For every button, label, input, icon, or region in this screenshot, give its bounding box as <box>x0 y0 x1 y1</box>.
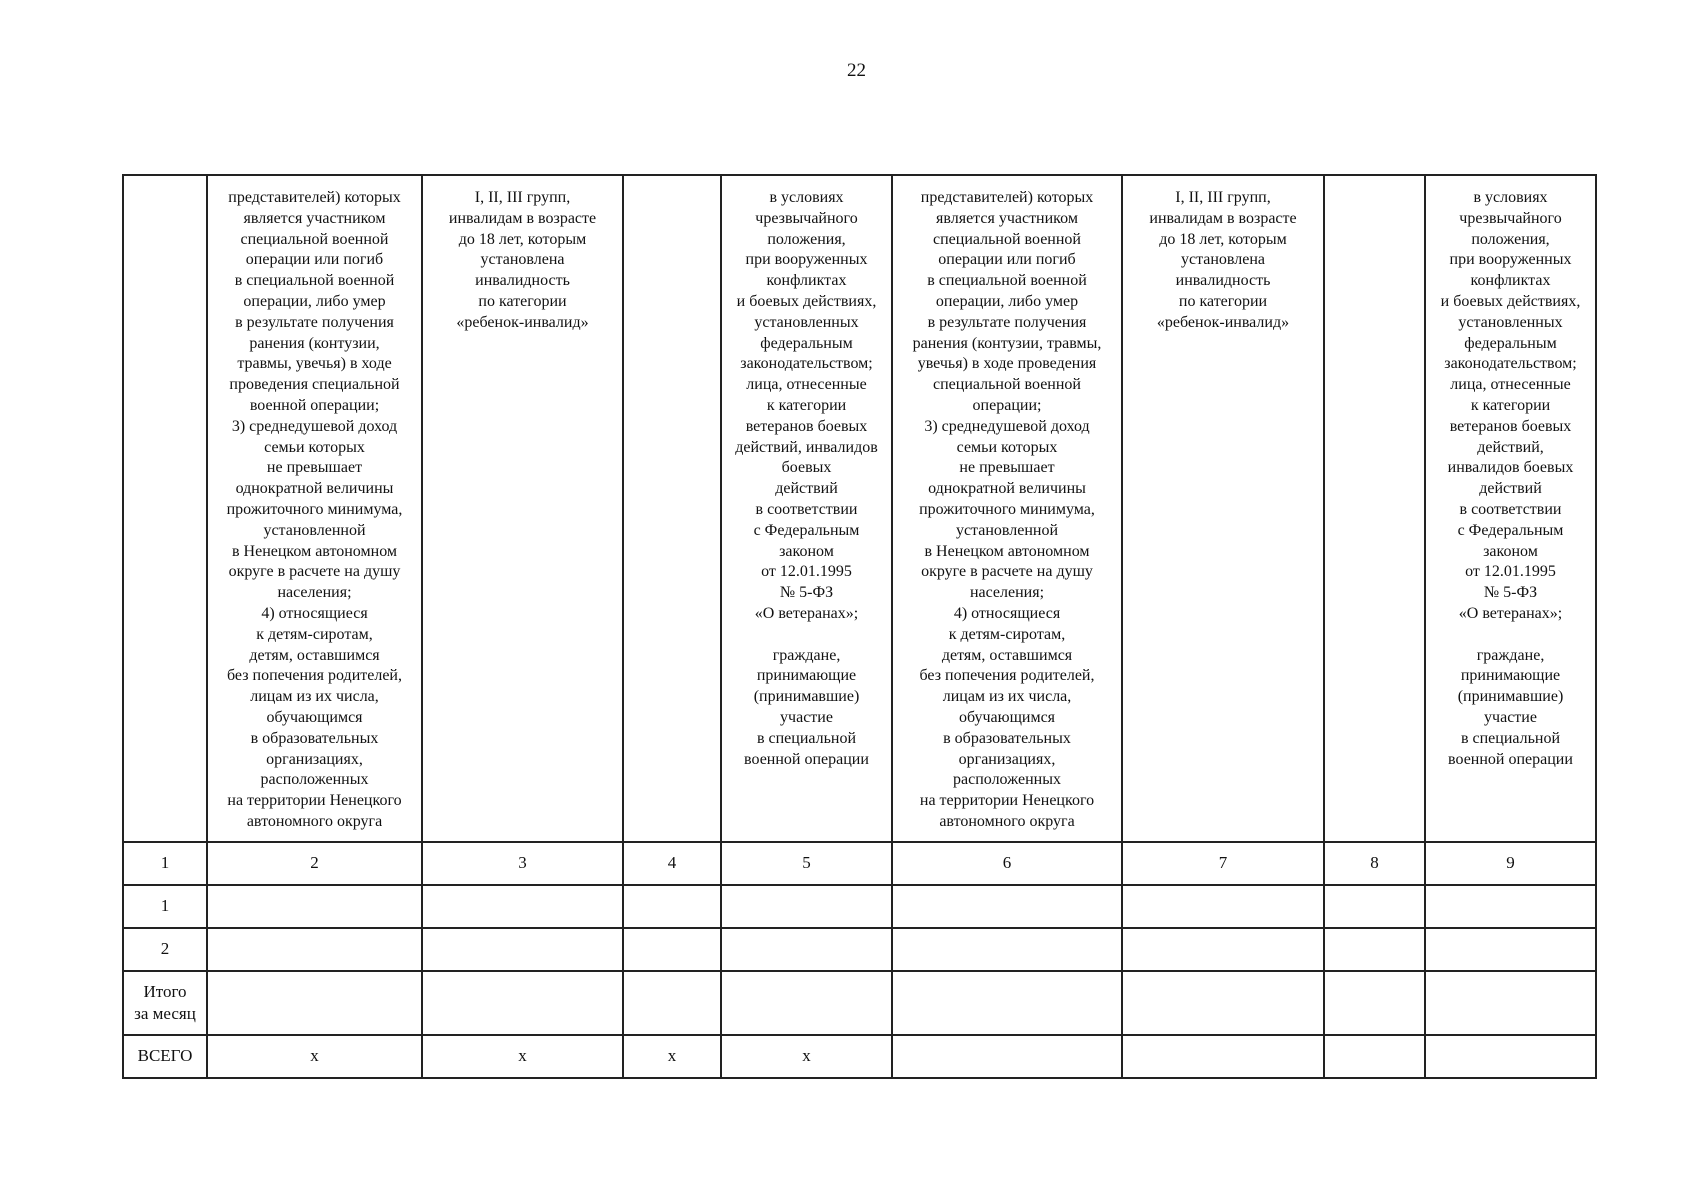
table-cell <box>1324 1035 1425 1078</box>
header-cell-2: представителей) которых является участником специальной военной операции или погиб в специальной военной операции, либо умер в результате получения ранения (контузии, травмы, увечья) в ходе проведения специальной военной операции; 3) среднедушевой доход семьи которых не превышает однократной величины прожиточного минимума, установленной в Ненецком автономном округе в расчете на душу населения; 4) относящиеся к детям-сиротам, детям, оставшимся без попечения родителей, лицам из их числа, обучающимся в образовательных организациях, расположенных на территории Ненецкого автономного округа <box>207 175 422 842</box>
table-cell <box>422 885 623 928</box>
table-cell <box>1324 928 1425 971</box>
table-cell <box>207 928 422 971</box>
table-cell <box>1425 971 1596 1035</box>
table-cell <box>1324 885 1425 928</box>
grand-total-row <box>123 1035 1596 1078</box>
table-cell: x <box>422 1035 623 1078</box>
table-cell <box>1122 885 1324 928</box>
column-number: 9 <box>1425 842 1596 885</box>
monthly-total-row <box>123 971 1596 1035</box>
header-cell-7: I, II, III групп, инвалидам в возрасте до 18 лет, которым установлена инвалидность по категории «ребенок-инвалид» <box>1122 175 1324 842</box>
table-cell <box>1425 928 1596 971</box>
table-cell <box>422 971 623 1035</box>
header-row <box>123 175 1596 842</box>
table-cell: x <box>623 1035 721 1078</box>
table-cell <box>623 928 721 971</box>
report-table <box>122 174 1597 1079</box>
table-cell <box>721 885 892 928</box>
table-cell <box>623 885 721 928</box>
table-cell <box>1425 885 1596 928</box>
header-cell-4 <box>623 175 721 842</box>
row-label: Итого за месяц <box>123 971 207 1035</box>
table-row <box>123 885 1596 928</box>
column-number: 5 <box>721 842 892 885</box>
header-cell-5: в условиях чрезвычайного положения, при вооруженных конфликтах и боевых действиях, установленных федеральным законодательством; лица, отнесенные к категории ветеранов боевых действий, инвалидов боевых действий в соответствии с Федеральным законом от 12.01.1995 № 5-ФЗ «О ветеранах»; граждане, принимающие (принимавшие) участие в специальной военной операции <box>721 175 892 842</box>
column-number: 3 <box>422 842 623 885</box>
table-row <box>123 928 1596 971</box>
column-number: 6 <box>892 842 1122 885</box>
table-cell <box>721 971 892 1035</box>
table-cell <box>1122 928 1324 971</box>
table-cell <box>892 928 1122 971</box>
header-cell-6: представителей) которых является участником специальной военной операции или погиб в специальной военной операции, либо умер в результате получения ранения (контузии, травмы, увечья) в ходе проведения специальной военной операции; 3) среднедушевой доход семьи которых не превышает однократной величины прожиточного минимума, установленной в Ненецком автономном округе в расчете на душу населения; 4) относящиеся к детям-сиротам, детям, оставшимся без попечения родителей, лицам из их числа, обучающимся в образовательных организациях, расположенных на территории Ненецкого автономного округа <box>892 175 1122 842</box>
table-cell <box>892 885 1122 928</box>
row-label: ВСЕГО <box>123 1035 207 1078</box>
table-cell <box>1324 971 1425 1035</box>
column-number: 1 <box>123 842 207 885</box>
table-cell <box>892 971 1122 1035</box>
table-cell <box>1122 1035 1324 1078</box>
row-label: 1 <box>123 885 207 928</box>
column-number: 2 <box>207 842 422 885</box>
column-number: 7 <box>1122 842 1324 885</box>
table-cell <box>892 1035 1122 1078</box>
column-number-row <box>123 842 1596 885</box>
table-cell <box>721 928 892 971</box>
header-cell-1 <box>123 175 207 842</box>
table-cell <box>207 885 422 928</box>
page-number: 22 <box>847 60 866 81</box>
row-label: 2 <box>123 928 207 971</box>
header-cell-3: I, II, III групп, инвалидам в возрасте до 18 лет, которым установлена инвалидность по категории «ребенок-инвалид» <box>422 175 623 842</box>
table-cell <box>207 971 422 1035</box>
column-number: 8 <box>1324 842 1425 885</box>
header-cell-9: в условиях чрезвычайного положения, при вооруженных конфликтах и боевых действиях, установленных федеральным законодательством; лица, отнесенные к категории ветеранов боевых действий, инвалидов боевых действий в соответствии с Федеральным законом от 12.01.1995 № 5-ФЗ «О ветеранах»; граждане, принимающие (принимавшие) участие в специальной военной операции <box>1425 175 1596 842</box>
header-cell-8 <box>1324 175 1425 842</box>
table-cell <box>623 971 721 1035</box>
table-cell: x <box>207 1035 422 1078</box>
table-cell <box>1425 1035 1596 1078</box>
table-cell: x <box>721 1035 892 1078</box>
table-cell <box>1122 971 1324 1035</box>
column-number: 4 <box>623 842 721 885</box>
table-cell <box>422 928 623 971</box>
